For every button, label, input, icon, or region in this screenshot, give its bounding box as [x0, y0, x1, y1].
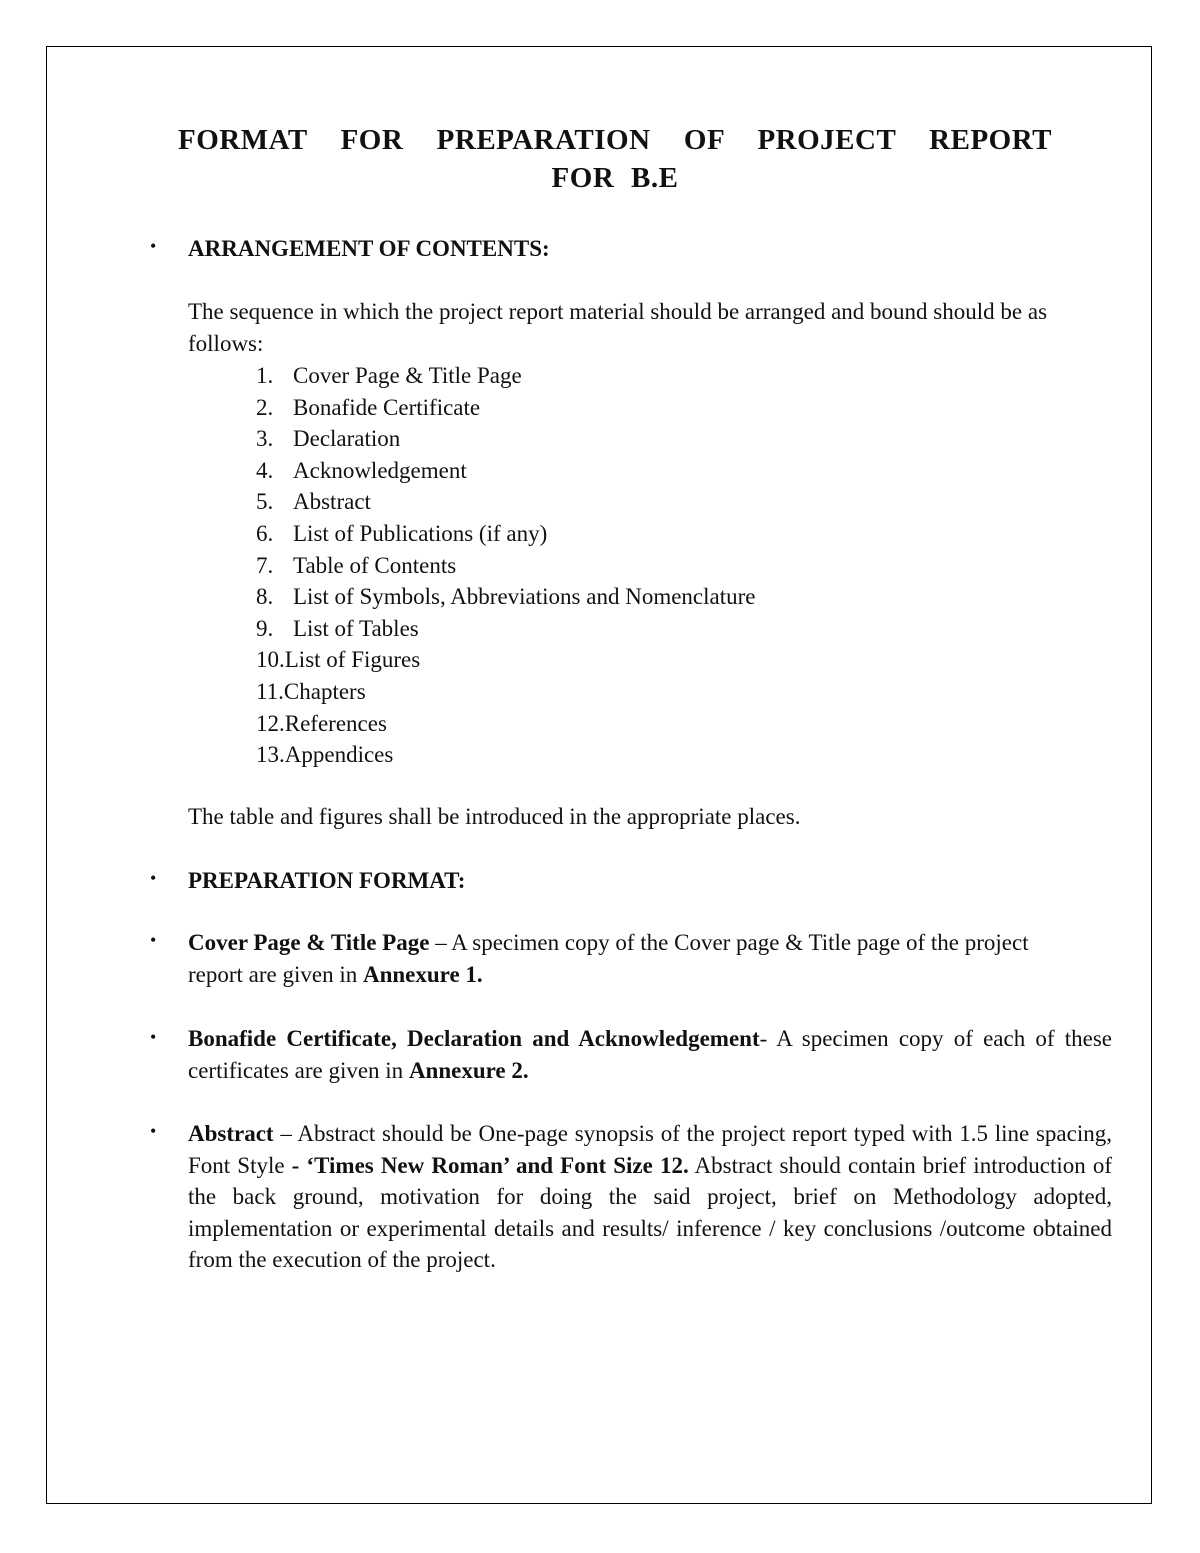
contents-list-item — [256, 550, 755, 582]
contents-list-item — [256, 518, 755, 550]
contents-list-item — [256, 360, 755, 392]
page-border — [46, 46, 1152, 1504]
bonafide-term: Bonafide Certificate, Declaration and Acknowledgement — [188, 1026, 760, 1051]
contents-list-item — [256, 423, 755, 455]
contents-list-item — [256, 676, 755, 708]
abstract-font-spec: - ‘Times New Roman’ and Font Size 12. — [291, 1152, 689, 1178]
bullet-icon: • — [150, 1121, 157, 1141]
list-item-number: 13. — [256, 742, 285, 768]
bullet-icon: • — [150, 1027, 157, 1047]
bullet-icon: • — [150, 868, 157, 888]
list-item-label: Declaration — [293, 426, 401, 452]
contents-list-item — [256, 739, 755, 771]
list-item-label: Table of Contents — [293, 552, 457, 578]
list-item-number: 6. — [256, 520, 274, 546]
list-item-label: List of Symbols, Abbreviations and Nomenclature — [293, 584, 756, 610]
preparation-heading: PREPARATION FORMAT: — [188, 868, 466, 893]
contents-list-item — [256, 486, 755, 518]
list-item-label: References — [284, 710, 387, 736]
list-item-label: List of Tables — [293, 615, 419, 641]
abstract-text-b: Abstract should contain brief introduction of the back ground, motivation for doing the said project, brief on Methodology adopted, implementation or experimental details and results/ inference / key conclusions /outcome obtained from the execution of the project. — [188, 1152, 1112, 1272]
cover-annexure: Annexure 1. — [362, 961, 483, 987]
bonafide-paragraph — [188, 1023, 1112, 1086]
list-item-number: 12. — [256, 710, 285, 736]
list-item-number: 8. — [256, 584, 274, 610]
list-item-number: 1. — [256, 363, 274, 388]
list-item-label: Abstract — [293, 489, 371, 515]
list-item-number: 9. — [256, 615, 274, 641]
contents-list-item — [256, 392, 755, 424]
list-item-label: Appendices — [284, 742, 394, 768]
title-line-1: FORMAT FOR PREPARATION OF PROJECT REPORT — [178, 124, 1052, 156]
list-item-number: 4. — [256, 457, 274, 483]
list-item-number: 5. — [256, 489, 274, 515]
contents-list-item — [256, 613, 755, 645]
contents-list-item — [256, 455, 755, 487]
list-item-label: List of Publications (if any) — [293, 520, 548, 546]
title-line-2: FOR B.E — [551, 162, 679, 194]
list-item-label: Chapters — [283, 678, 366, 704]
bonafide-text: - A specimen copy of each of these certificates are given in — [188, 1026, 1113, 1083]
list-item-label: Cover Page & Title Page — [293, 363, 522, 388]
list-item-label: List of Figures — [284, 647, 421, 673]
contents-list-item — [256, 644, 755, 676]
contents-list-item — [256, 581, 755, 613]
cover-text: – A specimen copy of the Cover page & Title page of the project report are given in — [188, 930, 1029, 987]
list-item-number: 3. — [256, 426, 274, 452]
bullet-icon: • — [150, 236, 157, 256]
list-item-label: Bonafide Certificate — [293, 394, 481, 420]
list-item-number: 11. — [256, 678, 284, 704]
bullet-icon: • — [150, 930, 157, 950]
abstract-text-a: – Abstract should be One-page synopsis of the project report typed with 1.5 line spacing, Font Style — [188, 1121, 1112, 1178]
list-item-number: 7. — [256, 552, 274, 578]
contents-list-item — [256, 708, 755, 740]
contents-list — [256, 360, 755, 771]
abstract-paragraph — [188, 1118, 1112, 1276]
list-item-number: 2. — [256, 394, 274, 420]
cover-term: Cover Page & Title Page — [188, 930, 430, 955]
cover-paragraph — [188, 927, 1088, 990]
arrangement-intro: The sequence in which the project report material should be arranged and bound should be as follows: — [188, 299, 1048, 356]
arrangement-closing: The table and figures shall be introduced in the appropriate places. — [188, 804, 801, 829]
list-item-label: Acknowledgement — [293, 457, 467, 483]
arrangement-heading: ARRANGEMENT OF CONTENTS: — [188, 236, 550, 261]
abstract-term: Abstract — [188, 1121, 274, 1146]
list-item-number: 10. — [256, 647, 285, 673]
bonafide-annexure: Annexure 2. — [408, 1057, 529, 1083]
